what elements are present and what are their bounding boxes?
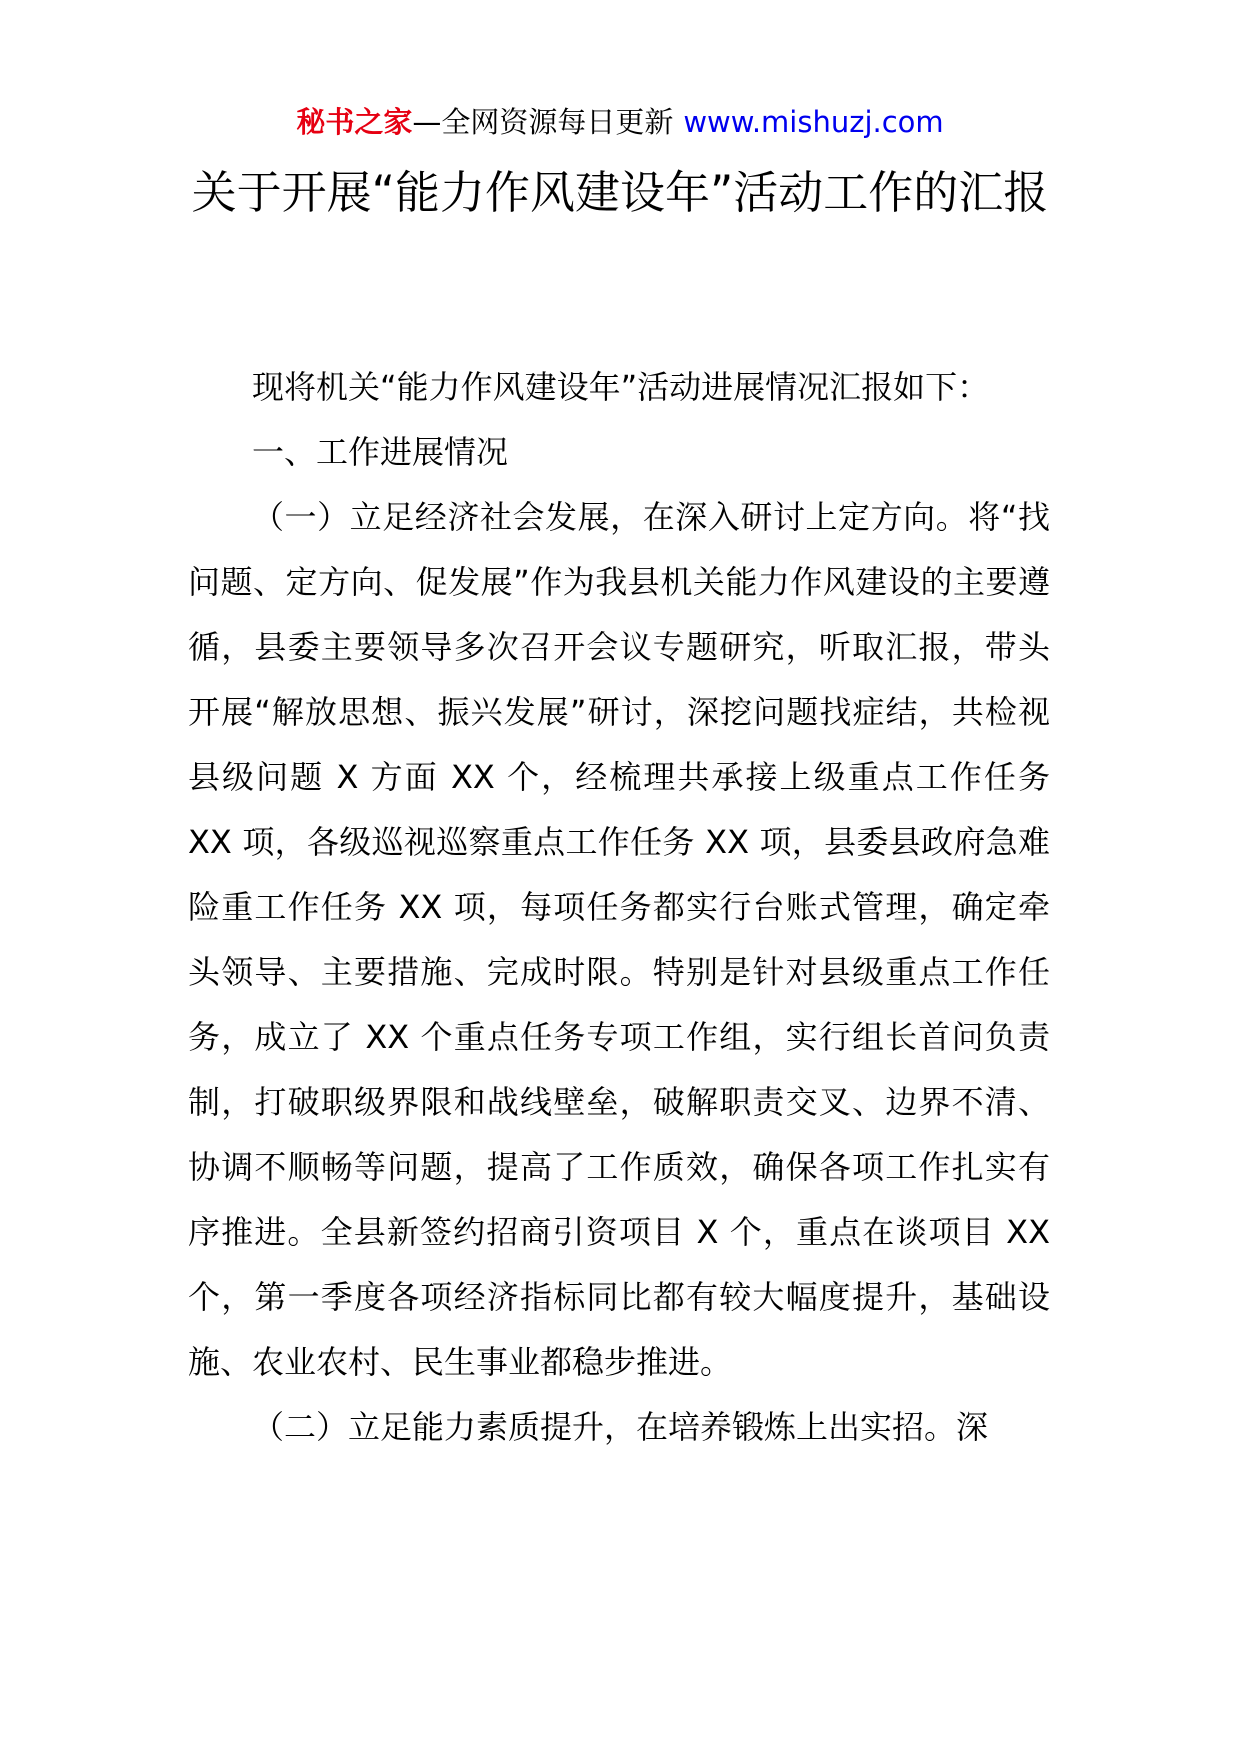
header-slogan: —全网资源每日更新 xyxy=(412,105,674,139)
body-paragraph: （一）立足经济社会发展，在深入研讨上定方向。将“找问题、定方向、促发展”作为我县机关能力作风建设的主要遵循，县委主要领导多次召开会议专题研究，听取汇报，带头开展“解放思想、振兴发展”研讨，深挖问题找症结，共检视县级问题 X 方面 XX 个，经梳理共承接上级重点工作任务 XX 项，各级巡视巡察重点工作任务 XX 项，县委县政府急难险重工作任务 XX 项，每项任务都实行台账式管理，确定牵头领导、主要措施、完成时限。特别是针对县级重点工作任务，成立了 XX 个重点任务专项工作组，实行组长首问负责制，打破职级界限和战线壁垒，破解职责交叉、边界不清、协调不顺畅等问题，提高了工作质效，确保各项工作扎实有序推进。全县新签约招商引资项目 X 个，重点在谈项目 XX 个，第一季度各项经济指标同比都有较大幅度提升，基础设施、农业农村、民生事业都稳步推进。 xyxy=(188,498,1050,1381)
document-title: 关于开展“能力作风建设年”活动工作的汇报 xyxy=(191,166,1049,219)
section-heading: 一、工作进展情况 xyxy=(252,433,509,471)
intro-paragraph: 现将机关“能力作风建设年”活动进展情况汇报如下： xyxy=(252,368,990,406)
body-paragraph: （二）立足能力素质提升，在培养锻炼上出实招。深 xyxy=(252,1408,989,1446)
brand-name: 秘书之家 xyxy=(296,105,413,139)
site-url-link[interactable]: www.mishuzj.com xyxy=(683,105,944,139)
document-body xyxy=(188,355,1050,1460)
site-header xyxy=(0,100,1240,144)
